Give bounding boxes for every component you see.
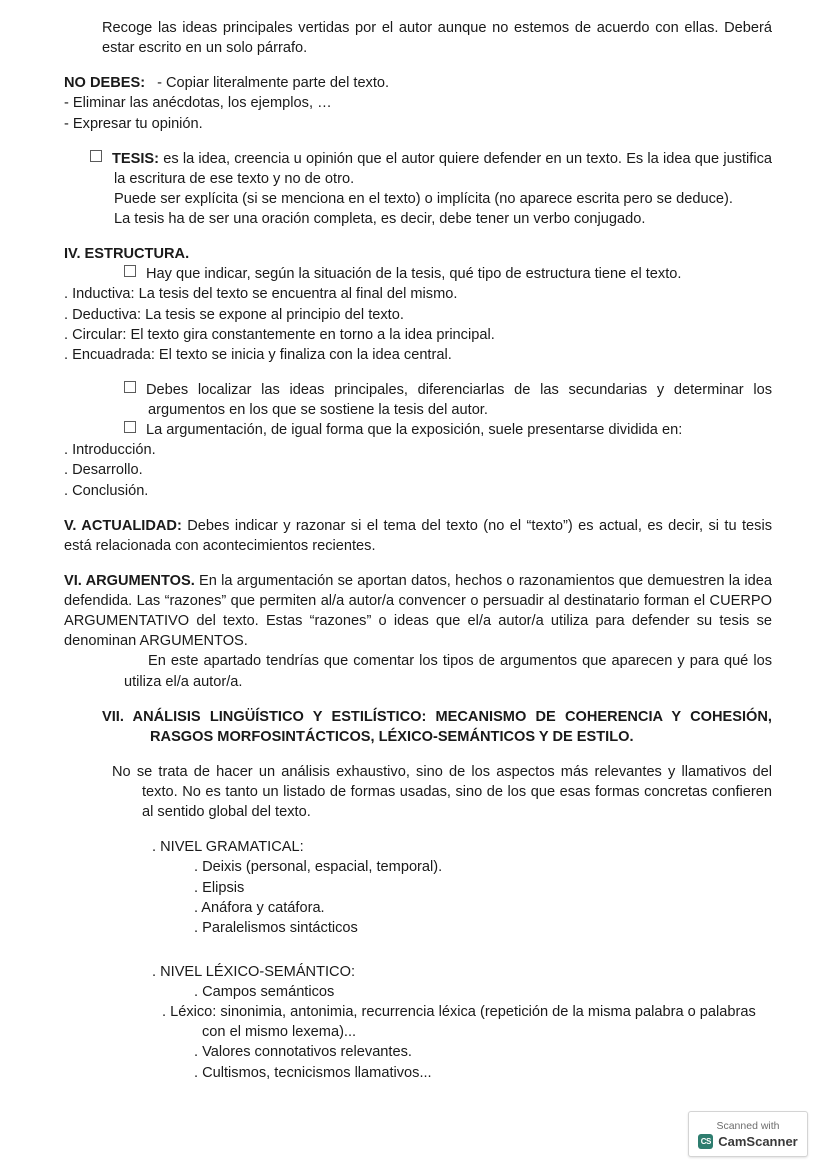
estructura-item-4: . Encuadrada: El texto se inicia y finaliza con la idea central. [64, 346, 452, 363]
actualidad-heading: V. ACTUALIDAD: [64, 517, 182, 534]
nivel-lexico-item-1: . Campos semánticos [194, 984, 335, 1000]
no-debes-item-2: - Eliminar las anécdotas, los ejemplos, … [64, 95, 332, 112]
checkbox-icon [124, 381, 136, 393]
analisis-intro: No se trata de hacer un análisis exhaustivo, sino de los aspectos más relevantes y llamativos del texto. No es tanto un listado de formas usadas, sino de los que esas formas concretas confieren al sentido global del texto. [112, 763, 772, 821]
tesis-label: TESIS: [112, 150, 160, 167]
analisis-heading: VII. ANÁLISIS LINGÜÍSTICO Y ESTILÍSTICO: MECANISMO DE COHERENCIA Y COHESIÓN, RASGOS MORFOSINTÁCTICOS, LÉXICO-SEMÁNTICOS Y DE ESTILO. [102, 708, 772, 745]
nivel-lexico-item-3: . Valores connotativos relevantes. [194, 1044, 412, 1061]
checkbox-icon [124, 265, 136, 277]
nivel-gramatical-item-4: . Paralelismos sintácticos [194, 919, 358, 936]
no-debes-item-1: - Copiar literalmente parte del texto. [157, 75, 390, 92]
estructura-note-2 [124, 420, 772, 440]
no-debes-item-3: - Expresar tu opinión. [64, 115, 203, 132]
argumentos-text: En la argumentación se aportan datos, hechos o razonamientos que demuestren la idea defendida. Las “razones” que permiten al/a autor/a convencer o persuadir al destinatario forman el CUERPO ARGUMENTATIVO del texto. Estas “razones” o ideas que el/a autor/a utiliza para defender su tesis se denominan ARGUMENTOS. [64, 572, 772, 650]
nivel-gramatical-item-2: . Elipsis [194, 879, 245, 896]
estructura-item-2: . Deductiva: La tesis se expone al principio del texto. [64, 306, 404, 323]
nivel-gramatical-item-3: . Anáfora y catáfora. [194, 899, 325, 916]
nivel-lexico-title: . NIVEL LÉXICO-SEMÁNTICO: [152, 963, 356, 980]
argumentos-heading: VI. ARGUMENTOS. [64, 572, 195, 589]
no-debes-line [64, 73, 772, 93]
actualidad-paragraph [64, 516, 772, 556]
estructura-note-1 [124, 380, 772, 420]
estructura-item-3: . Circular: El texto gira constantemente en torno a la idea principal. [64, 326, 495, 343]
camscanner-brand-name: CamScanner [718, 1133, 798, 1149]
estructura-note-1-text: Debes localizar las ideas principales, diferenciarlas de las secundarias y determinar los argumentos en los que se sostiene la tesis del autor. [146, 381, 772, 418]
tesis-text-2: Puede ser explícita (si se menciona en el texto) o implícita (no aparece escrita pero se deduce). [114, 190, 733, 207]
camscanner-logo-icon: CS [698, 1134, 713, 1149]
estructura-part-2: . Desarrollo. [64, 462, 143, 479]
estructura-part-1: . Introducción. [64, 442, 156, 459]
estructura-item-1: . Inductiva: La tesis del texto se encuentra al final del mismo. [64, 286, 458, 303]
estructura-part-3: . Conclusión. [64, 482, 149, 499]
nivel-gramatical-title: . NIVEL GRAMATICAL: [152, 839, 304, 856]
tesis-text-1: es la idea, creencia u opinión que el autor quiere defender en un texto. Es la idea que justifica la escritura de ese texto y no de otro. [114, 150, 773, 187]
argumentos-note: En este apartado tendrías que comentar los tipos de argumentos que aparecen y para qué los utiliza el/a autor/a. [124, 653, 772, 690]
camscanner-watermark [688, 1111, 808, 1157]
argumentos-paragraph [64, 571, 772, 652]
checkbox-icon [90, 150, 102, 162]
nivel-lexico-item-2: . Léxico: sinonimia, antonimia, recurrencia léxica (repetición de la misma palabra o palabras con el mismo lexema)... [162, 1004, 756, 1041]
intro-paragraph: Recoge las ideas principales vertidas por el autor aunque no estemos de acuerdo con ellas. Deberá estar escrito en un solo párrafo. [102, 20, 772, 57]
camscanner-brand-row [698, 1134, 797, 1149]
estructura-note-2-text: La argumentación, de igual forma que la exposición, suele presentarse dividida en: [146, 422, 683, 439]
checkbox-icon [124, 421, 136, 433]
nivel-gramatical-item-1: . Deixis (personal, espacial, temporal). [194, 859, 443, 876]
nivel-lexico-item-4: . Cultismos, tecnicismos llamativos... [194, 1064, 432, 1081]
tesis-line-1 [90, 149, 772, 189]
estructura-intro [124, 264, 772, 284]
no-debes-heading: NO DEBES: [64, 75, 146, 92]
tesis-text-3: La tesis ha de ser una oración completa, es decir, debe tener un verbo conjugado. [114, 211, 646, 227]
actualidad-text: Debes indicar y razonar si el tema del texto (no el “texto”) es actual, es decir, si tu tesis está relacionada con acontecimientos recientes. [64, 517, 772, 554]
estructura-heading: IV. ESTRUCTURA. [64, 246, 190, 263]
tesis-block [64, 149, 772, 230]
scanned-with-label: Scanned with [716, 1119, 780, 1132]
estructura-intro-text: Hay que indicar, según la situación de la tesis, qué tipo de estructura tiene el texto. [146, 266, 682, 283]
